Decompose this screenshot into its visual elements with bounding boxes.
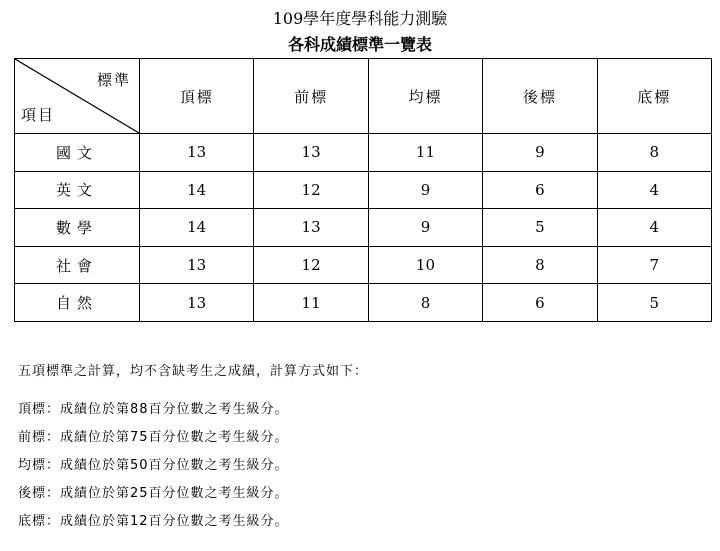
document-subtitle: 各科成績標準一覽表	[287, 35, 432, 54]
value-cell: 11	[368, 134, 482, 172]
table-corner-cell	[15, 59, 140, 134]
value-cell: 8	[597, 134, 711, 172]
note-line-front: 前標：成績位於第75百分位數之考生級分。	[18, 430, 289, 445]
value-cell: 13	[140, 134, 254, 172]
column-header-bottom: 底標	[597, 59, 711, 134]
corner-label-standard: 標準	[96, 71, 131, 89]
value-cell: 6	[483, 171, 597, 209]
notes-intro: 五項標準之計算，均不含缺考生之成績，計算方式如下：	[18, 364, 369, 379]
value-cell: 14	[140, 171, 254, 209]
column-header-top: 頂標	[140, 59, 254, 134]
value-cell: 9	[483, 134, 597, 172]
value-cell: 13	[254, 209, 368, 247]
value-cell: 13	[254, 134, 368, 172]
note-line-average: 均標：成績位於第50百分位數之考生級分。	[18, 458, 289, 473]
document-title: 109學年度學科能力測驗	[272, 9, 448, 28]
note-line-bottom: 底標：成績位於第12百分位數之考生級分。	[18, 514, 289, 529]
corner-label-subject: 項目	[21, 106, 56, 124]
value-cell: 9	[368, 171, 482, 209]
score-standards-table	[14, 58, 712, 322]
value-cell: 4	[597, 171, 711, 209]
value-cell: 4	[597, 209, 711, 247]
calculation-notes	[18, 360, 708, 541]
value-cell: 10	[368, 246, 482, 284]
value-cell: 13	[140, 246, 254, 284]
value-cell: 8	[368, 284, 482, 322]
value-cell: 5	[483, 209, 597, 247]
value-cell: 5	[597, 284, 711, 322]
subject-cell: 數學	[15, 209, 140, 247]
subject-cell: 英文	[15, 171, 140, 209]
value-cell: 8	[483, 246, 597, 284]
value-cell: 6	[483, 284, 597, 322]
table-row	[15, 171, 712, 209]
subject-cell: 自然	[15, 284, 140, 322]
table-row	[15, 246, 712, 284]
subject-cell: 社會	[15, 246, 140, 284]
note-line-top: 頂標：成績位於第88百分位數之考生級分。	[18, 402, 289, 417]
column-header-front: 前標	[254, 59, 368, 134]
table-row	[15, 284, 712, 322]
table-row	[15, 134, 712, 172]
value-cell: 11	[254, 284, 368, 322]
value-cell: 13	[140, 284, 254, 322]
value-cell: 14	[140, 209, 254, 247]
value-cell: 9	[368, 209, 482, 247]
table-row	[15, 209, 712, 247]
note-line-back: 後標：成績位於第25百分位數之考生級分。	[18, 486, 289, 501]
column-header-back: 後標	[483, 59, 597, 134]
value-cell: 12	[254, 171, 368, 209]
value-cell: 7	[597, 246, 711, 284]
value-cell: 12	[254, 246, 368, 284]
subject-cell: 國文	[15, 134, 140, 172]
table-header-row	[15, 59, 712, 134]
column-header-average: 均標	[368, 59, 482, 134]
